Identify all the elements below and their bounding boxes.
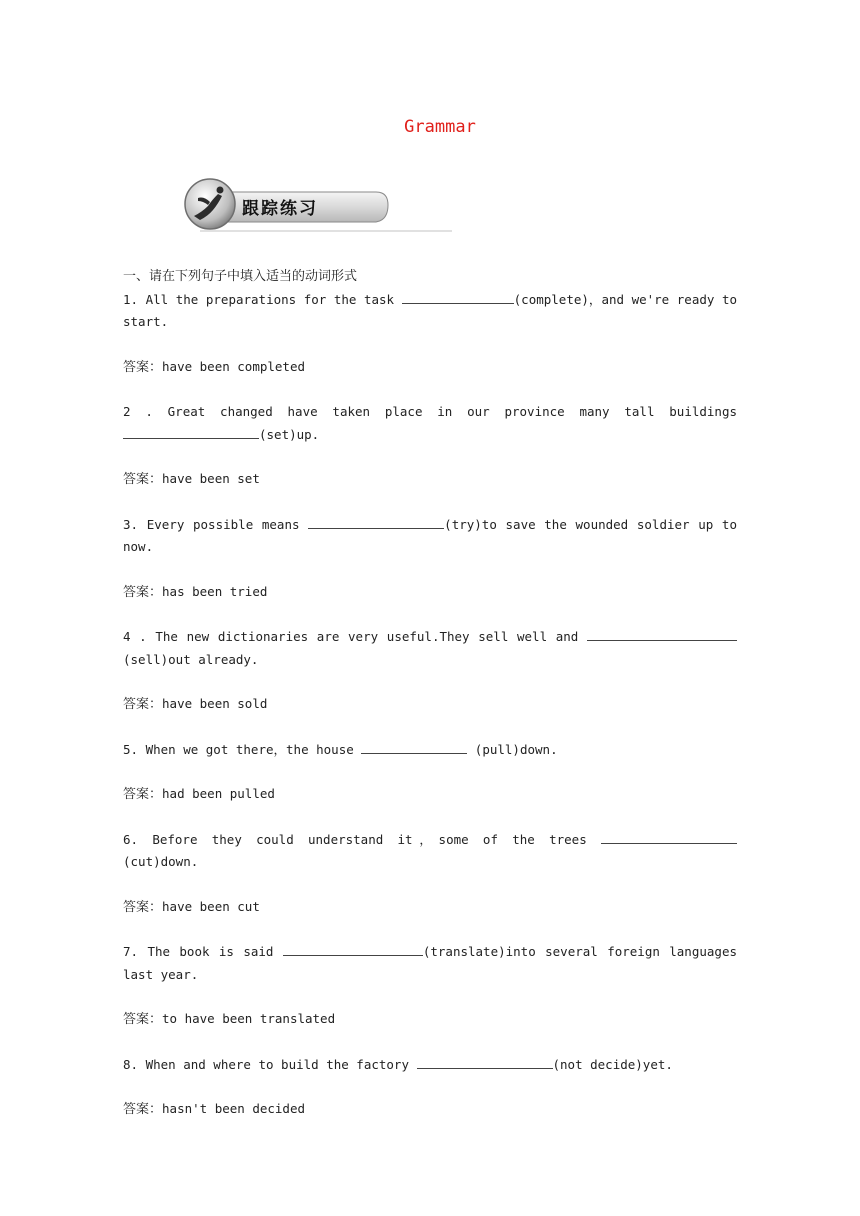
answer-2 bbox=[123, 468, 737, 492]
question-text-after: (sell)out already. bbox=[123, 651, 259, 667]
question-4 bbox=[123, 626, 737, 671]
answer-blank[interactable] bbox=[601, 829, 737, 844]
question-2 bbox=[123, 401, 737, 446]
answer-6 bbox=[123, 896, 737, 920]
answer-blank[interactable] bbox=[308, 514, 444, 529]
answer-value: have been sold bbox=[162, 696, 268, 711]
question-text-after: (try)to save the wounded soldier up to now. bbox=[123, 516, 737, 554]
answer-value: have been cut bbox=[162, 898, 260, 914]
answer-value: had been pulled bbox=[162, 786, 275, 801]
answer-blank[interactable] bbox=[402, 289, 514, 304]
answer-value: has been tried bbox=[162, 583, 268, 599]
answer-blank[interactable] bbox=[417, 1054, 553, 1069]
answer-label: 答案： bbox=[123, 1012, 163, 1027]
answer-value: hasn't been decided bbox=[162, 1101, 306, 1116]
answer-value: have been completed bbox=[162, 358, 306, 374]
question-text-after: (translate)into several foreign languages last year. bbox=[123, 944, 737, 982]
question-text-before: 8. When and where to build the factory bbox=[123, 1056, 417, 1072]
section-heading: 一、请在下列句子中填入适当的动词形式 bbox=[123, 269, 358, 284]
question-text-before: 2 . Great changed have taken place in our province many tall buildings bbox=[123, 404, 737, 419]
question-8 bbox=[123, 1054, 737, 1077]
question-text-after: (complete)，and we're ready to start. bbox=[123, 291, 737, 329]
answer-blank[interactable] bbox=[587, 626, 737, 641]
question-7 bbox=[123, 941, 737, 986]
page-title: Grammar bbox=[404, 117, 476, 137]
answer-blank[interactable] bbox=[361, 739, 467, 754]
answer-1 bbox=[123, 356, 737, 380]
answer-label: 答案： bbox=[123, 359, 163, 375]
answer-4 bbox=[123, 693, 737, 717]
question-text-after: (cut)down. bbox=[123, 854, 199, 869]
question-text-before: 7. The book is said bbox=[123, 944, 283, 959]
question-1 bbox=[123, 289, 737, 334]
question-text-after: (not decide)yet. bbox=[552, 1056, 673, 1072]
question-5 bbox=[123, 739, 737, 762]
answer-value: have been set bbox=[162, 471, 260, 486]
answer-blank[interactable] bbox=[123, 424, 259, 439]
question-6 bbox=[123, 829, 737, 874]
question-text-before: 4 . The new dictionaries are very useful.They sell well and bbox=[123, 629, 587, 644]
question-text-before: 5. When we got there，the house bbox=[123, 741, 362, 757]
answer-label: 答案： bbox=[123, 472, 163, 487]
question-text-after: (set)up. bbox=[259, 426, 320, 442]
exercise-content bbox=[123, 266, 737, 1122]
answer-3 bbox=[123, 581, 737, 605]
answer-label: 答案： bbox=[123, 787, 163, 802]
question-text-before: 3. Every possible means bbox=[123, 516, 309, 532]
answer-label: 答案： bbox=[123, 584, 163, 600]
section-banner bbox=[180, 176, 452, 236]
question-text-before: 6. Before they could understand it，some of the trees bbox=[123, 831, 601, 847]
answer-value: to have been translated bbox=[162, 1011, 336, 1026]
answer-label: 答案： bbox=[123, 697, 163, 712]
banner-label: 跟踪练习 bbox=[242, 199, 318, 219]
answer-7 bbox=[123, 1008, 737, 1032]
question-text-after: (pull)down. bbox=[467, 741, 558, 757]
answer-5 bbox=[123, 783, 737, 807]
answer-label: 答案： bbox=[123, 899, 163, 915]
question-3 bbox=[123, 514, 737, 559]
question-list bbox=[123, 289, 737, 1122]
answer-blank[interactable] bbox=[283, 941, 423, 956]
answer-label: 答案： bbox=[123, 1102, 163, 1117]
answer-8 bbox=[123, 1098, 737, 1122]
question-text-before: 1. All the preparations for the task bbox=[123, 291, 402, 307]
